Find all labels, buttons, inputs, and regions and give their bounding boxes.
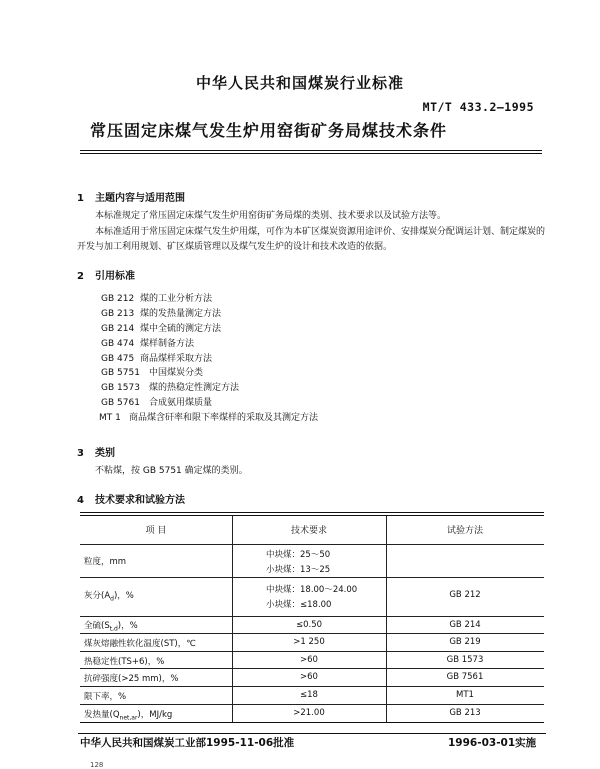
issuing-organization: 中华人民共和国煤炭行业标准 xyxy=(195,74,404,92)
item-unit: )，MJ/kg xyxy=(137,710,173,720)
table-cell-method: GB 214 xyxy=(449,620,481,630)
ref-name: 煤的发热量测定方法 xyxy=(140,308,222,319)
table-cell-requirement: 中块煤：18.00～24.00 xyxy=(266,585,358,595)
item-subscript: net,ar xyxy=(119,714,138,722)
item-subscript: t,d xyxy=(109,625,118,633)
table-cell-item: 粒度，mm xyxy=(84,557,127,567)
table-cell-requirement: 小块煤：≤18.00 xyxy=(266,600,332,610)
column-header-requirement: 技术要求 xyxy=(290,526,327,536)
section-1-heading xyxy=(77,189,185,204)
ref-code: GB 212 xyxy=(101,294,135,304)
ref-code: GB 214 xyxy=(101,323,135,334)
table-cell-method: MT1 xyxy=(456,690,474,700)
item-unit: )，% xyxy=(113,591,134,601)
table-cell-requirement: >60 xyxy=(300,655,318,665)
table-cell-requirement: ≤18 xyxy=(300,690,318,700)
section-title: 主题内容与适用范围 xyxy=(95,193,185,204)
ref-name: 商品煤样采取方法 xyxy=(140,353,213,364)
section-number: 1 xyxy=(77,193,84,204)
ref-name: 煤的热稳定性测定方法 xyxy=(149,383,240,394)
implementation-date: 1996-03-01实施 xyxy=(448,737,537,749)
section-3-heading xyxy=(77,444,115,459)
table-cell-requirement: 小块煤：13～25 xyxy=(266,565,331,575)
item-text: 全硫(S xyxy=(84,621,110,631)
list-item xyxy=(101,322,318,337)
list-item xyxy=(101,411,318,426)
row-divider xyxy=(80,544,544,545)
footer-divider xyxy=(78,733,546,734)
list-item xyxy=(101,337,318,352)
table-cell-requirement: >60 xyxy=(300,672,318,682)
header-divider-bottom xyxy=(80,153,542,154)
section-number: 2 xyxy=(77,271,84,282)
table-cell-item: 抗碎强度(>25 mm)，% xyxy=(84,674,179,684)
list-item xyxy=(101,396,318,411)
ref-name: 合成氨用煤质量 xyxy=(149,398,213,409)
table-cell-method: GB 219 xyxy=(449,637,481,647)
section-3-paragraph: 不粘煤，按 GB 5751 确定煤的类别。 xyxy=(95,466,248,476)
row-divider xyxy=(80,616,544,617)
section-title: 类别 xyxy=(95,448,115,459)
table-cell-item: 限下率，% xyxy=(84,692,127,702)
ref-code: GB 5761 xyxy=(101,398,140,409)
row-divider xyxy=(80,668,544,669)
section-1-paragraph-2: 本标准适用于常压固定床煤气发生炉用煤，可作为本矿区煤炭资源用途评价、安排煤炭分配调运计划、制定煤炭的开发与加工利用规划、矿区煤质管理以及煤气发生炉的设计和技术改造的依据。 xyxy=(77,227,546,252)
table-cell-method: GB 7561 xyxy=(446,672,484,682)
header-divider-top xyxy=(80,150,542,151)
row-divider xyxy=(80,651,544,652)
row-divider xyxy=(80,633,544,634)
section-title: 引用标准 xyxy=(95,271,135,282)
section-4-heading xyxy=(77,491,185,506)
column-header-method: 试验方法 xyxy=(446,526,483,536)
technical-requirements-table xyxy=(80,515,544,723)
ref-code: GB 213 xyxy=(101,308,135,319)
table-cell-method: GB 212 xyxy=(449,590,481,600)
table-cell-requirement: >1 250 xyxy=(293,637,325,647)
table-top-rule xyxy=(80,512,544,513)
document-title: 常压固定床煤气发生炉用窑街矿务局煤技术条件 xyxy=(90,121,448,140)
table-cell-item xyxy=(84,708,172,722)
item-subscript: d xyxy=(110,595,114,603)
list-item xyxy=(101,366,318,381)
approval-statement: 中华人民共和国煤炭工业部1995-11-06批准 xyxy=(80,737,295,749)
section-number: 3 xyxy=(77,448,84,459)
list-item xyxy=(101,307,318,322)
ref-code: MT 1 xyxy=(99,413,121,424)
table-cell-method: GB 1573 xyxy=(446,655,484,665)
table-cell-item xyxy=(84,619,138,633)
list-item xyxy=(101,352,318,367)
row-divider xyxy=(80,686,544,687)
row-divider xyxy=(80,577,544,578)
table-cell-requirement: ≤0.50 xyxy=(295,620,323,630)
item-text: 发热量(Q xyxy=(84,710,120,720)
page-number: 128 xyxy=(90,761,104,769)
ref-name: 煤样制备方法 xyxy=(140,338,195,349)
referenced-standards-list xyxy=(101,292,318,426)
ref-name: 商品煤含矸率和限下率煤样的采取及其测定方法 xyxy=(129,413,319,424)
ref-code: GB 1573 xyxy=(101,383,140,394)
ref-code: GB 474 xyxy=(101,338,135,349)
table-cell-method: GB 213 xyxy=(449,708,481,718)
table-cell-item xyxy=(84,589,134,603)
section-title: 技术要求和试验方法 xyxy=(95,495,185,506)
table-cell-requirement: 中块煤：25～50 xyxy=(266,550,331,560)
standard-number: MT/T 433.2—1995 xyxy=(422,100,534,114)
section-2-heading xyxy=(77,267,135,282)
ref-code: GB 5751 xyxy=(101,368,140,379)
column-header-item: 项 目 xyxy=(145,526,167,536)
row-divider xyxy=(80,704,544,705)
item-text: 灰分(A xyxy=(84,591,111,601)
ref-name: 煤的工业分析方法 xyxy=(140,294,213,304)
section-number: 4 xyxy=(77,495,84,506)
section-1-paragraph-1: 本标准规定了常压固定床煤气发生炉用窑街矿务局煤的类别、技术要求以及试验方法等。 xyxy=(95,211,447,221)
table-cell-item: 热稳定性(TS+6)，% xyxy=(84,657,165,667)
table-cell-item: 煤灰熔融性软化温度(ST)，℃ xyxy=(84,639,196,649)
ref-code: GB 475 xyxy=(101,353,135,364)
item-unit: )，% xyxy=(117,621,138,631)
list-item xyxy=(101,381,318,396)
ref-name: 煤中全硫的测定方法 xyxy=(140,323,222,334)
table-cell-requirement: >21.00 xyxy=(293,708,325,718)
ref-name: 中国煤炭分类 xyxy=(149,368,204,379)
list-item xyxy=(101,292,318,307)
